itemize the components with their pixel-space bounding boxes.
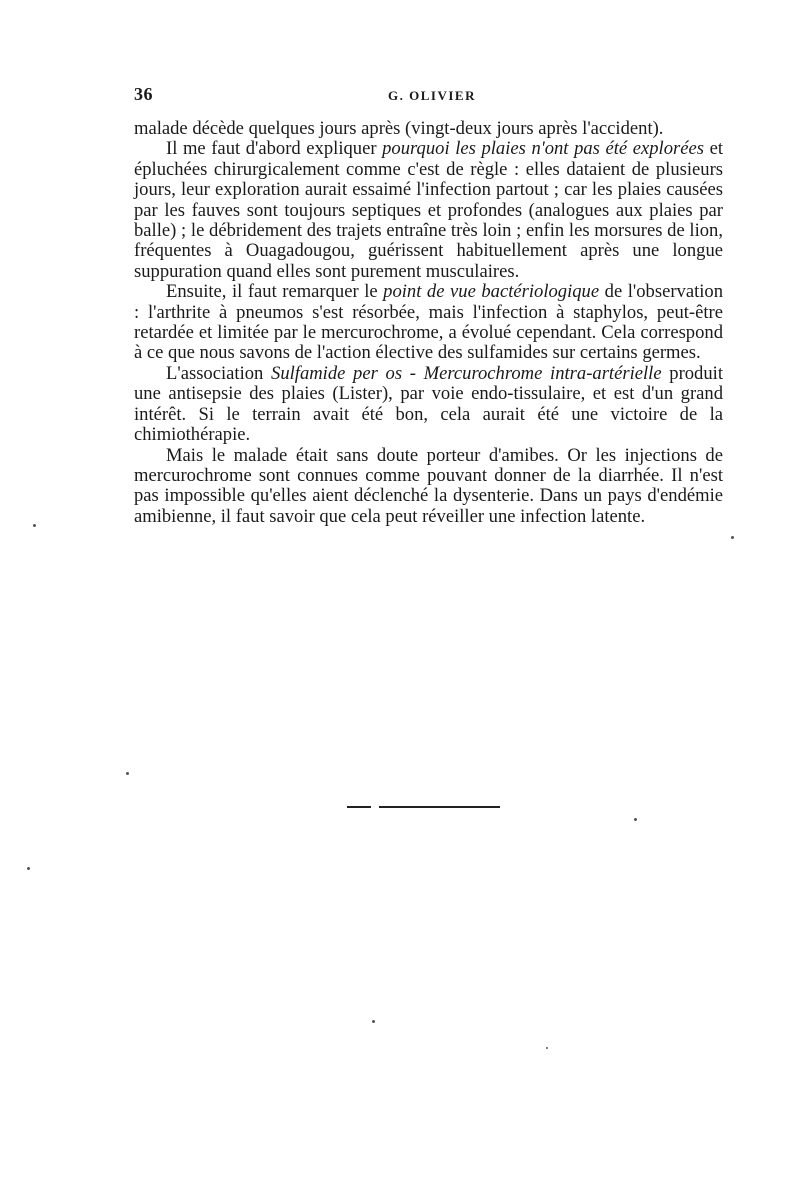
- scan-speck: [731, 536, 734, 539]
- body-text: [134, 119, 723, 527]
- paragraph-association: [134, 364, 723, 446]
- paragraph-text: de l'observation : l'arthrite à pneumos s'est résorbée, mais l'infection à staphylos, peut-être retardée et limitée par le mercurochrome, a évolué cependant. Cela correspond à ce que nous savons de l'action élective des sulfamides sur certains germes.: [134, 281, 723, 364]
- paragraph-amoebas: [134, 446, 723, 528]
- italic-phrase: Sulfamide per os - Mercurochrome intra-artérielle: [271, 362, 662, 384]
- page-header: [134, 84, 722, 108]
- page-number: 36: [134, 84, 153, 104]
- paragraph-text: produit une antisepsie des plaies (Lister), par voie endo-tissulaire, et est d'un grand intérêt. Si le terrain avait été bon, cela aurait été une victoire de la chimiothérapie.: [134, 362, 723, 446]
- paragraph-text: Ensuite, il faut remarquer le: [166, 281, 384, 303]
- rule-segment-long: [379, 806, 500, 808]
- italic-phrase: point de vue bactériologique: [383, 281, 600, 303]
- paragraph-continuation: [134, 119, 723, 139]
- scan-speck: [33, 524, 36, 527]
- scan-speck: [126, 772, 129, 775]
- scan-speck: [546, 1047, 548, 1049]
- paragraph-text: malade décède quelques jours après (vingt-deux jours après l'accident).: [134, 118, 664, 139]
- paragraph-bacteriological: [134, 282, 723, 364]
- paragraph-text: et épluchées chirurgicalement comme c'est de règle : elles dataient de plusieurs jours, leur exploration aurait essaimé l'infection partout ; car les plaies causées par les fauves sont toujours septiques et profondes (analogues aux plaies par balle) ; le débridement des trajets entraîne très loin ; enfin les morsures de lion, fréquentes à Ouagadougou, guérissent habituellement après une longue suppuration quand elles sont purement musculaires.: [134, 138, 723, 282]
- paragraph-text: L'association: [166, 362, 272, 384]
- italic-phrase: pourquoi les plaies n'ont pas été explorées: [382, 138, 704, 160]
- paragraph-wounds-not-explored: [134, 139, 723, 282]
- scan-speck: [372, 1020, 375, 1023]
- scan-speck: [634, 818, 637, 821]
- paragraph-text: Il me faut d'abord expliquer: [166, 138, 383, 160]
- end-divider-rule: [347, 806, 500, 808]
- running-head-author: G. OLIVIER: [388, 88, 476, 103]
- rule-segment-short: [347, 806, 371, 808]
- paragraph-text: Mais le malade était sans doute porteur d'amibes. Or les injections de mercurochrome sont connues comme pouvant donner de la diarrhée. Il n'est pas impossible qu'elles aient déclenché la dysenterie. Dans un pays d'endémie amibienne, il faut savoir que cela peut réveiller une infection latente.: [134, 444, 723, 527]
- scan-speck: [27, 867, 30, 870]
